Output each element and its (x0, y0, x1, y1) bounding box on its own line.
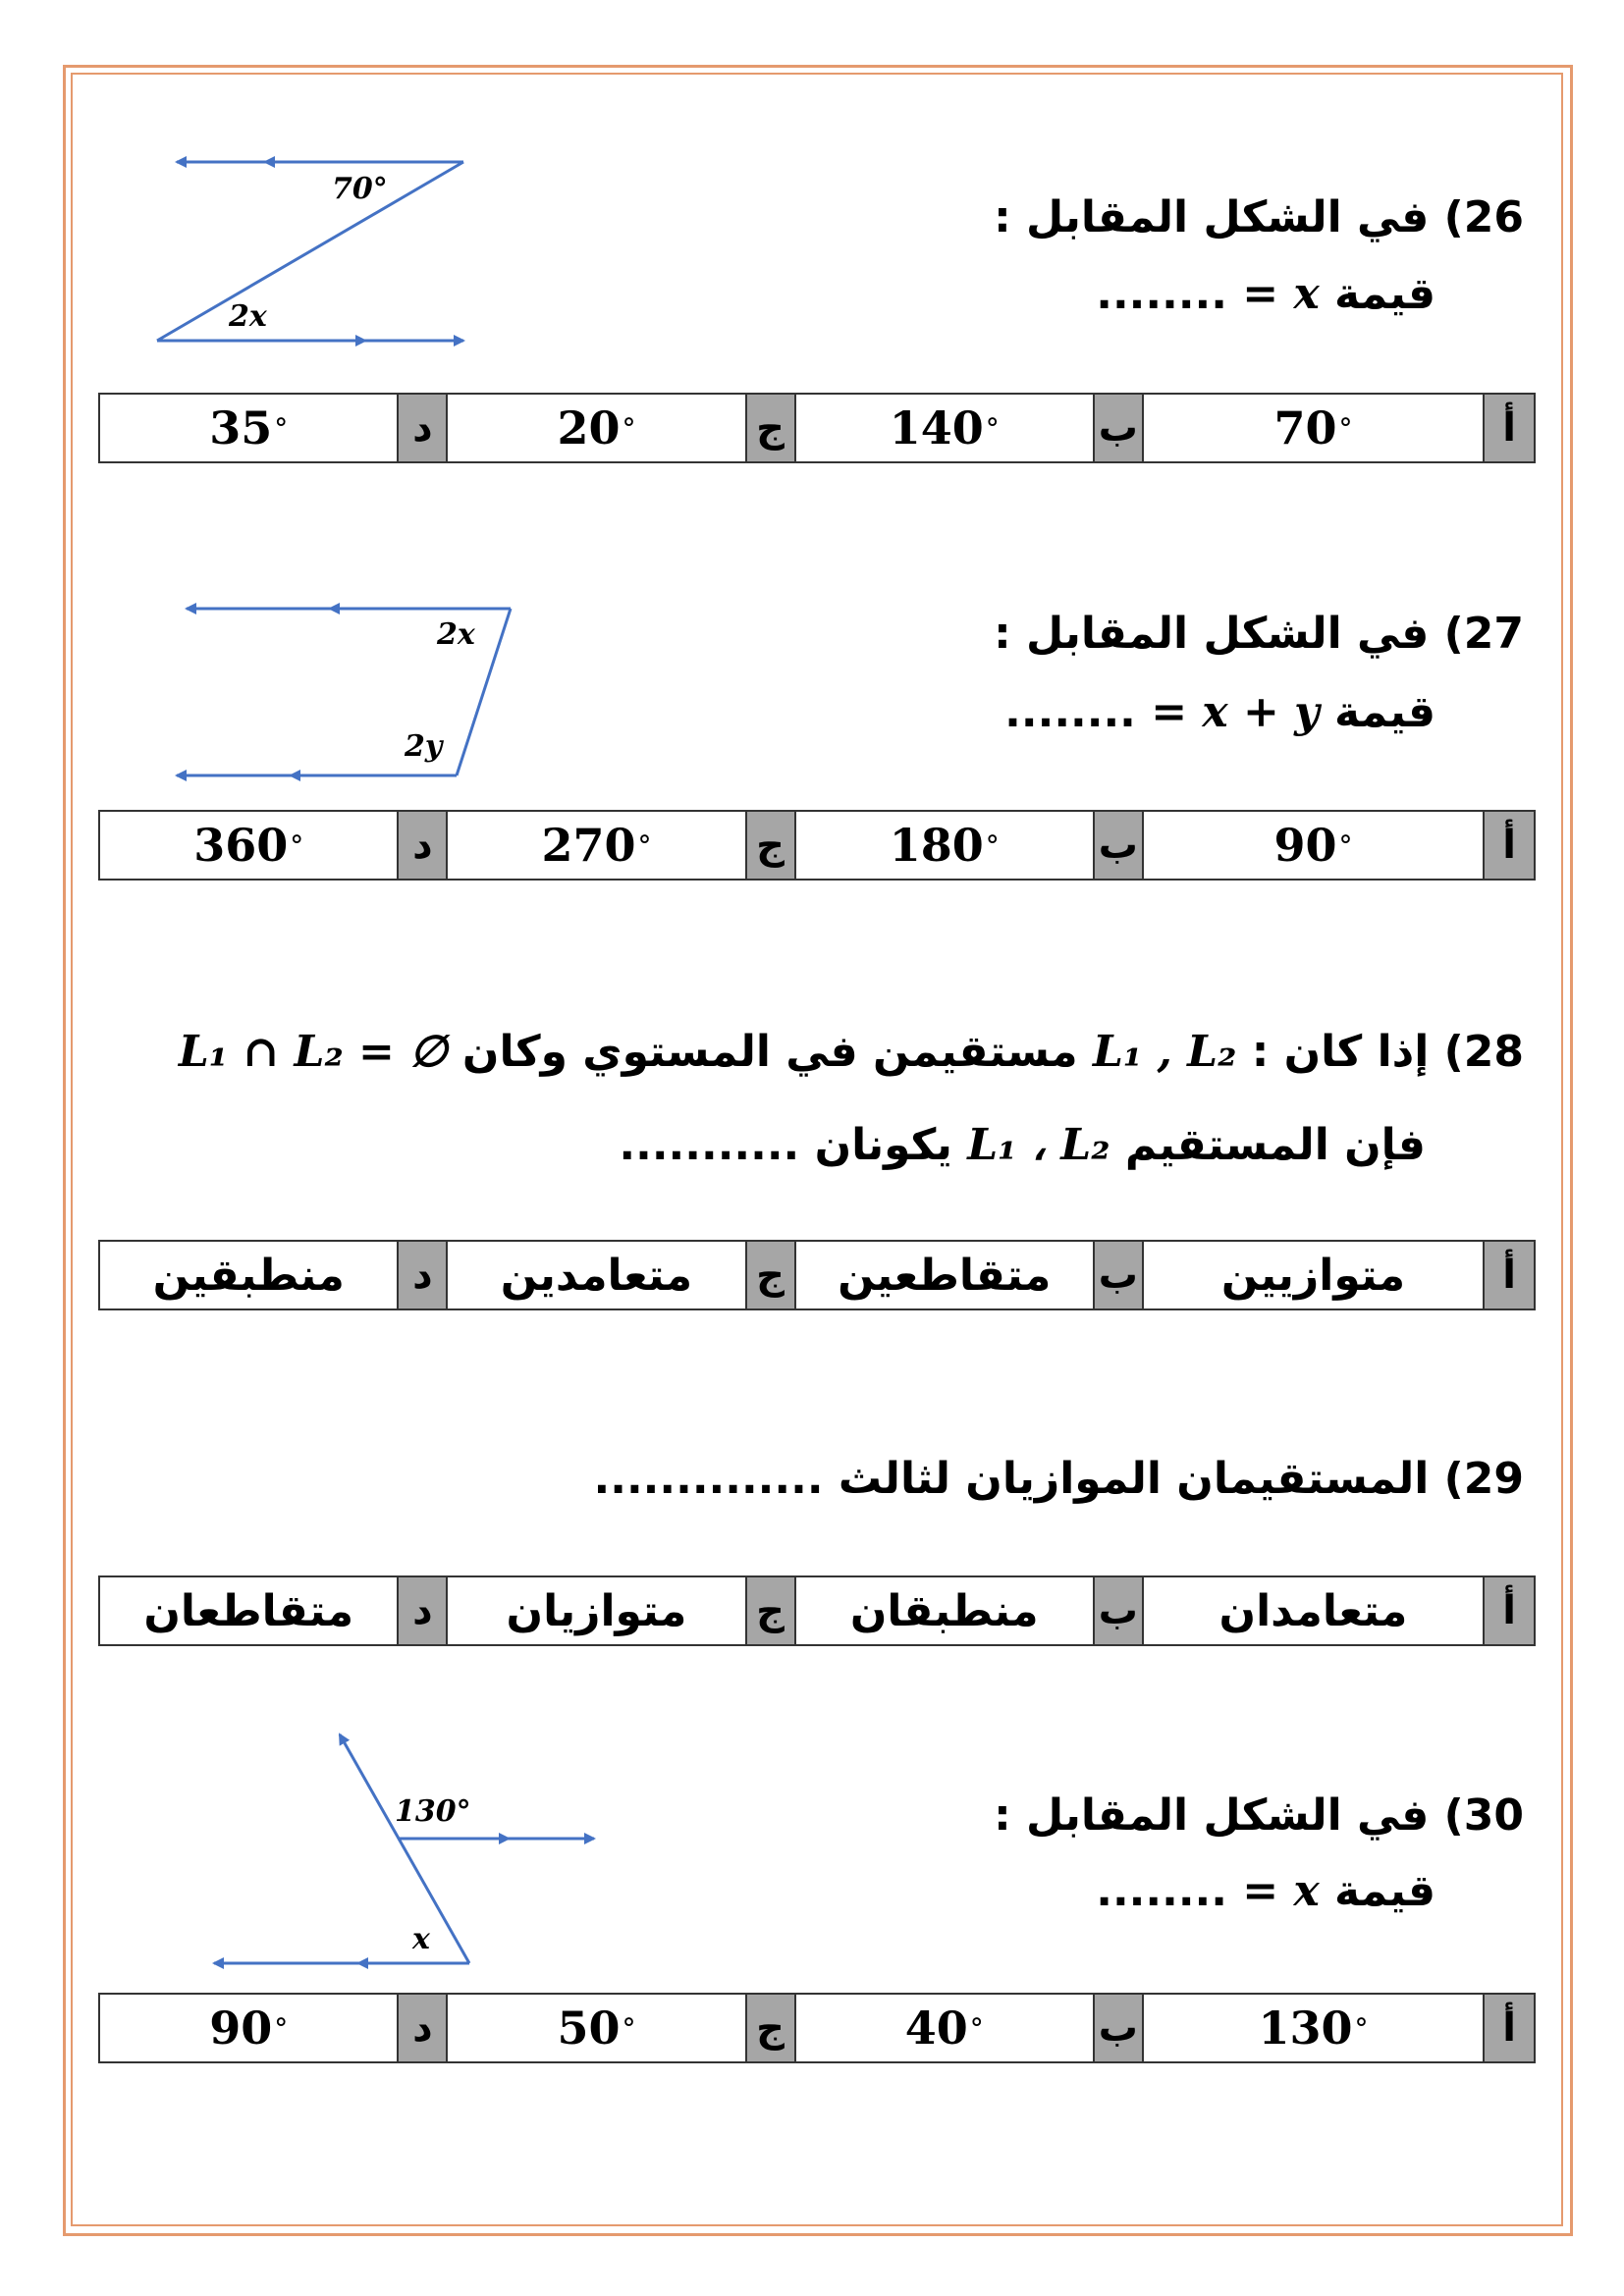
q28-line2-prefix: فإن المستقيم (1124, 1120, 1426, 1170)
q28-prefix: 28) إذا كان : (1251, 1027, 1524, 1077)
q26-line1: 26) في الشكل المقابل : (994, 192, 1524, 242)
q30-options (98, 1993, 1536, 2063)
q27-letter-a: أ (1485, 812, 1534, 879)
q26-letter-c: ج (747, 395, 796, 461)
q28-options (98, 1240, 1536, 1310)
q26-prefix: قيمة (1334, 269, 1435, 319)
q26-figure (137, 137, 481, 363)
q27-option-b[interactable]: 180 ° (796, 812, 1095, 879)
q27-option-c[interactable]: 270 ° (448, 812, 746, 879)
q26-angle-bottom: 2x (229, 299, 267, 334)
q28-mid: مستقيمن في المستوي وكان (461, 1027, 1078, 1077)
q30-letter-c: ج (747, 1995, 796, 2061)
q29-option-b[interactable]: منطبقان (796, 1577, 1095, 1644)
q26-letter-b: ب (1095, 395, 1144, 461)
q30-var: x (1293, 1866, 1320, 1916)
q26-options (98, 393, 1536, 463)
q28-option-c[interactable]: متعامدين (448, 1242, 746, 1308)
q28-letter-a: أ (1485, 1242, 1534, 1308)
q30-angle-top: 130° (395, 1794, 471, 1829)
q30-figure (196, 1723, 609, 1978)
q26-option-a[interactable]: 70 ° (1144, 395, 1485, 461)
q27-letter-c: ج (747, 812, 796, 879)
q27-line1: 27) في الشكل المقابل : (994, 609, 1524, 659)
q28-option-d[interactable]: منطبقين (100, 1242, 399, 1308)
q27-letter-d: د (399, 812, 448, 879)
q30-letter-d: د (399, 1995, 448, 2061)
q29-option-d[interactable]: متقاطعان (100, 1577, 399, 1644)
q27-suffix: = ........ (1004, 687, 1188, 737)
q26-option-c[interactable]: 20 ° (448, 395, 746, 461)
q29-letter-a: أ (1485, 1577, 1534, 1644)
q26-suffix: = ........ (1096, 269, 1279, 319)
q28-letter-b: ب (1095, 1242, 1144, 1308)
q26-option-b[interactable]: 140 ° (796, 395, 1095, 461)
q28-letter-c: ج (747, 1242, 796, 1308)
q30-angle-bottom: x (412, 1922, 430, 1956)
q29-letter-c: ج (747, 1577, 796, 1644)
q26-var: x (1293, 269, 1320, 319)
q28-math: L₁ ∩ L₂ = ∅ (178, 1027, 448, 1077)
q30-option-d[interactable]: 90 ° (100, 1995, 399, 2061)
q28-line1 (178, 1027, 1524, 1077)
q27-line2 (1004, 687, 1435, 737)
q29-line1: 29) المستقيمان الموازيان لثالث .............. (593, 1454, 1524, 1504)
q27-options (98, 810, 1536, 881)
q29-letter-d: د (399, 1577, 448, 1644)
q30-suffix: = ........ (1096, 1866, 1279, 1916)
q26-line2 (1096, 269, 1435, 319)
q30-letter-b: ب (1095, 1995, 1144, 2061)
q30-option-a[interactable]: 130 ° (1144, 1995, 1485, 2061)
q28-lines: L₁ , L₂ (1092, 1027, 1237, 1077)
q29-option-c[interactable]: متوازيان (448, 1577, 746, 1644)
q27-option-a[interactable]: 90 ° (1144, 812, 1485, 879)
q26-angle-top: 70° (332, 172, 388, 206)
q29-option-a[interactable]: متعامدان (1144, 1577, 1485, 1644)
q30-line2 (1096, 1866, 1435, 1916)
q29-options (98, 1575, 1536, 1646)
q30-letter-a: أ (1485, 1995, 1534, 2061)
q26-option-d[interactable]: 35 ° (100, 395, 399, 461)
q28-option-b[interactable]: متقاطعين (796, 1242, 1095, 1308)
q30-option-b[interactable]: 40 ° (796, 1995, 1095, 2061)
q30-prefix: قيمة (1334, 1866, 1435, 1916)
q27-var: x + y (1202, 687, 1320, 737)
q28-option-a[interactable]: متوازيين (1144, 1242, 1485, 1308)
q28-line2 (619, 1120, 1426, 1170)
q29-letter-b: ب (1095, 1577, 1144, 1644)
q28-letter-d: د (399, 1242, 448, 1308)
q28-line2-lines: L₁ ، L₂ (967, 1120, 1110, 1170)
q27-prefix: قيمة (1334, 687, 1435, 737)
q26-letter-d: د (399, 395, 448, 461)
q30-line1: 30) في الشكل المقابل : (994, 1790, 1524, 1841)
q27-angle-top: 2x (437, 617, 475, 652)
q27-angle-bottom: 2y (405, 729, 443, 764)
q26-letter-a: أ (1485, 395, 1534, 461)
q27-letter-b: ب (1095, 812, 1144, 879)
q27-option-d[interactable]: 360 ° (100, 812, 399, 879)
q30-option-c[interactable]: 50 ° (448, 1995, 746, 2061)
q27-figure (157, 589, 530, 805)
q28-line2-suffix: يكونان ........... (619, 1120, 952, 1170)
